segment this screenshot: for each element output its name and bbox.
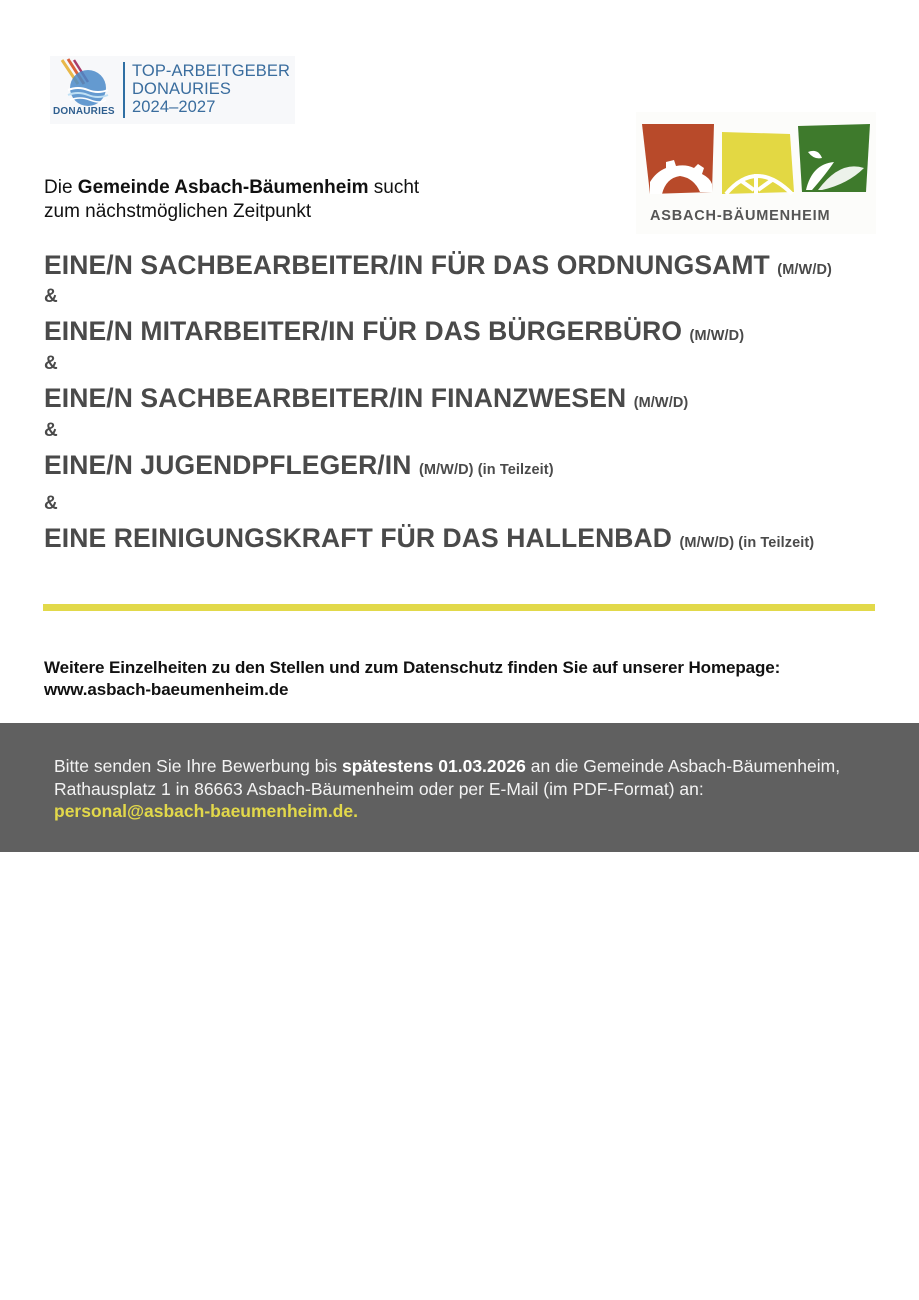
badge-line-2: DONAURIES bbox=[132, 80, 231, 98]
ampersand-3: & bbox=[44, 420, 58, 441]
application-deadline: spätestens 01.03.2026 bbox=[341, 756, 526, 776]
asbach-baeumenheim-logo bbox=[636, 112, 876, 234]
job-suffix: (M/W/D) (in Teilzeit) bbox=[418, 462, 554, 478]
job-title: EINE/N SACHBEARBEITER/IN FÜR DAS ORDNUNGSAMT bbox=[44, 250, 770, 280]
application-text-part-1: Bitte senden Sie Ihre Bewerbung bis bbox=[54, 756, 342, 776]
badge-line-3: 2024–2027 bbox=[132, 98, 216, 116]
intro-line-1 bbox=[44, 176, 419, 200]
employer-name: Gemeinde Asbach-Bäumenheim bbox=[77, 177, 369, 198]
application-box bbox=[0, 723, 919, 852]
intro-line-2: zum nächstmöglichen Zeitpunkt bbox=[44, 201, 312, 222]
application-text-part-2: an die Gemeinde Asbach-Bäumenheim, Rathausplatz 1 in 86663 Asbach-Bäumenheim oder per E-Mail (im PDF-Format) an: bbox=[54, 756, 841, 799]
ampersand-4: & bbox=[44, 493, 58, 514]
job-title: EINE/N JUGENDPFLEGER/IN bbox=[44, 450, 412, 480]
top-arbeitgeber-badge bbox=[50, 56, 295, 124]
yellow-divider bbox=[43, 604, 875, 611]
badge-text bbox=[132, 62, 290, 116]
job-suffix: (M/W/D) (in Teilzeit) bbox=[679, 535, 815, 551]
details-line: Weitere Einzelheiten zu den Stellen und zum Datenschutz finden Sie auf unserer Homepage: bbox=[44, 658, 781, 677]
badge-line-1: TOP-ARBEITGEBER bbox=[132, 62, 290, 80]
job-title-ordnungsamt bbox=[44, 250, 832, 281]
details-text bbox=[44, 657, 780, 701]
intro-text bbox=[44, 176, 419, 224]
ampersand-2: & bbox=[44, 353, 58, 374]
job-title-jugendpfleger bbox=[44, 450, 554, 481]
municipality-emblem-icon bbox=[636, 112, 876, 204]
intro-prefix: Die bbox=[44, 177, 78, 198]
job-title: EINE/N MITARBEITER/IN FÜR DAS BÜRGERBÜRO bbox=[44, 316, 683, 346]
intro-suffix: sucht bbox=[368, 177, 420, 198]
donauries-emblem-label: DONAURIES bbox=[53, 106, 115, 117]
job-suffix: (M/W/D) bbox=[633, 395, 689, 411]
job-title-buergerbuero bbox=[44, 316, 744, 347]
job-suffix: (M/W/D) bbox=[689, 328, 745, 344]
job-title-reinigungskraft bbox=[44, 523, 814, 554]
job-title: EINE REINIGUNGSKRAFT FÜR DAS HALLENBAD bbox=[44, 523, 673, 553]
ampersand-1: & bbox=[44, 286, 58, 307]
job-title-finanzwesen bbox=[44, 383, 688, 414]
badge-divider bbox=[123, 62, 125, 118]
homepage-link[interactable]: www.asbach-baeumenheim.de bbox=[44, 680, 289, 699]
job-suffix: (M/W/D) bbox=[777, 262, 832, 278]
application-text bbox=[54, 755, 894, 823]
application-email-link[interactable]: personal@asbach-baeumenheim.de. bbox=[54, 801, 358, 821]
job-title: EINE/N SACHBEARBEITER/IN FINANZWESEN bbox=[44, 383, 627, 413]
municipality-name: ASBACH-BÄUMENHEIM bbox=[650, 208, 831, 224]
